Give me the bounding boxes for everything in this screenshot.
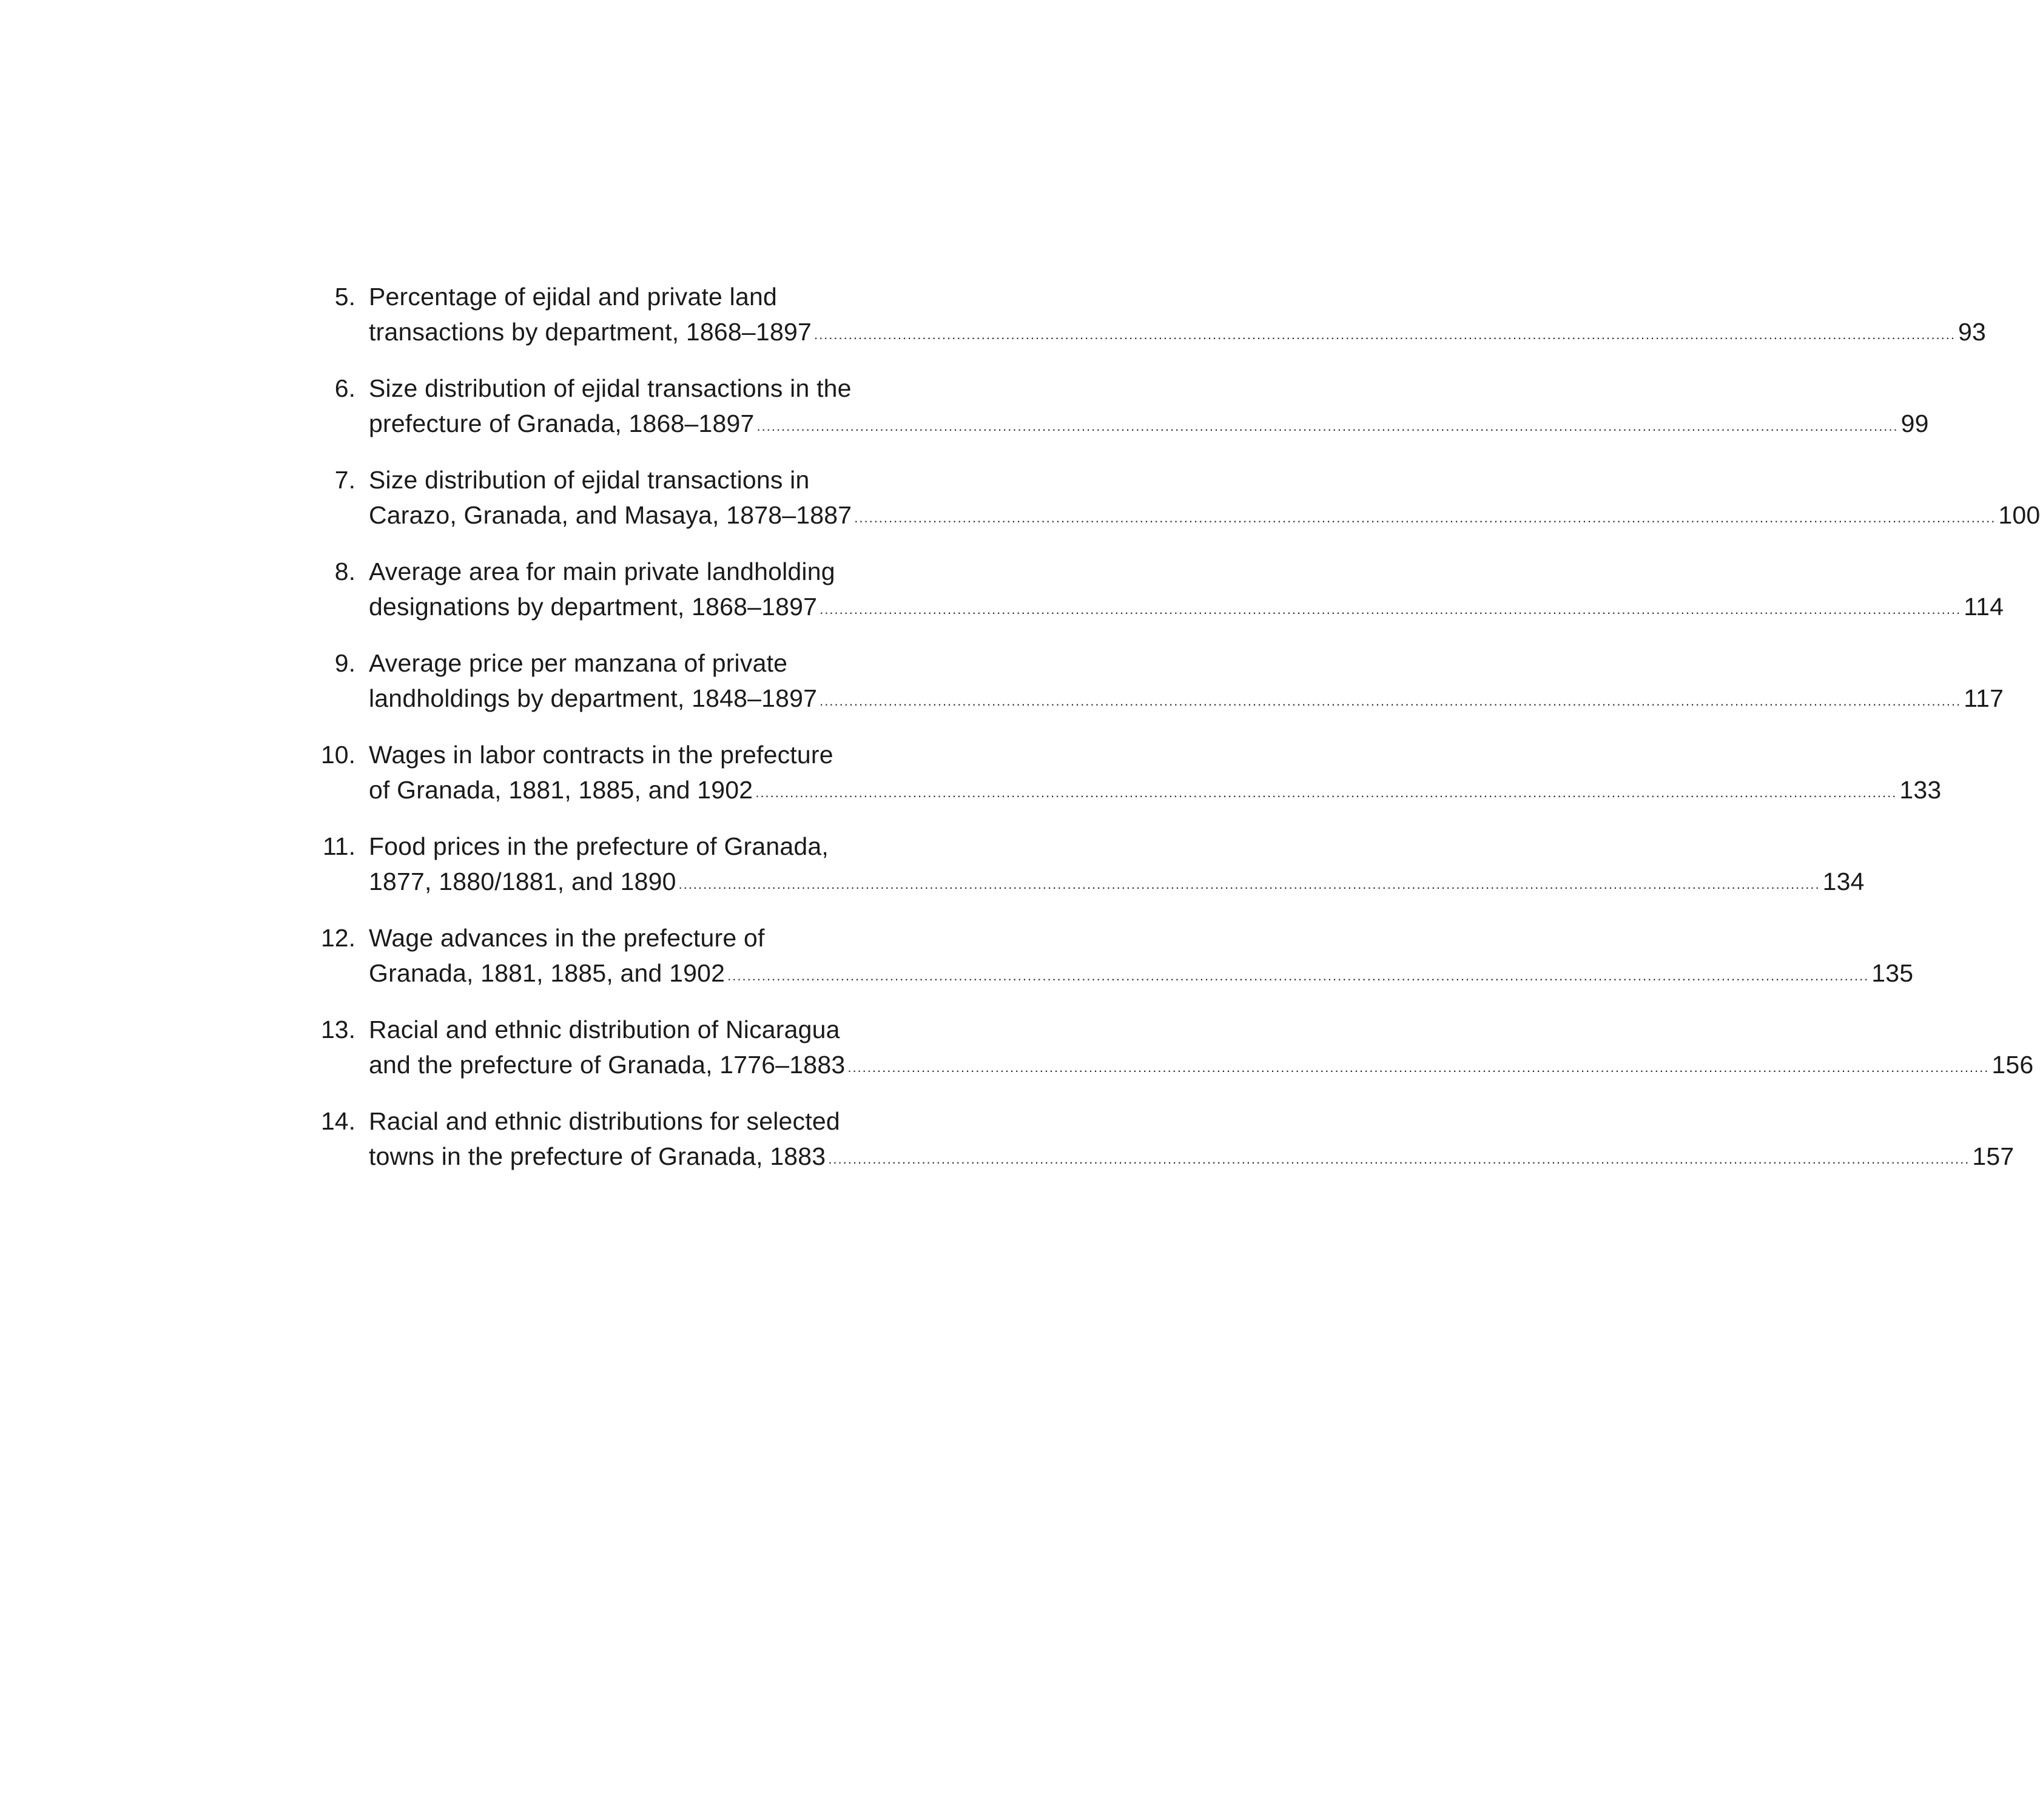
entry-page-number: 157 bbox=[1972, 1142, 2015, 1170]
dot-leader bbox=[814, 317, 1956, 352]
toc-entry bbox=[297, 1012, 2034, 1087]
entry-title-line1: Racial and ethnic distributions for selected bbox=[369, 1107, 840, 1135]
dot-leader bbox=[679, 867, 1820, 902]
entry-number: 13. bbox=[321, 1016, 355, 1043]
dot-leader bbox=[757, 409, 1899, 444]
dot-leader bbox=[847, 1050, 1989, 1085]
entry-body bbox=[355, 462, 2040, 537]
entry-title-line2-text: landholdings by department, 1848–1897 bbox=[369, 684, 818, 712]
entry-title-line2 bbox=[369, 406, 1929, 445]
entry-title-line2 bbox=[369, 1139, 2014, 1178]
toc-entry bbox=[297, 554, 2004, 629]
entry-title-line2-text: prefecture of Granada, 1868–1897 bbox=[369, 410, 755, 437]
entry-page-number: 133 bbox=[1899, 776, 1942, 804]
entry-title-line2-text: Carazo, Granada, and Masaya, 1878–1887 bbox=[369, 501, 852, 529]
entry-body bbox=[355, 920, 1913, 995]
entry-title-line2 bbox=[369, 589, 2004, 629]
toc-entry bbox=[297, 371, 1929, 445]
entry-number: 11. bbox=[323, 832, 355, 860]
dot-leader bbox=[727, 959, 1869, 994]
entry-number: 14. bbox=[321, 1107, 355, 1135]
entry-body bbox=[355, 371, 1929, 445]
entry-body bbox=[355, 645, 2004, 720]
entry-page-number: 93 bbox=[1958, 318, 1987, 346]
entry-number: 6. bbox=[334, 374, 355, 402]
entry-page-number: 135 bbox=[1871, 959, 1914, 987]
entry-title-line1: Food prices in the prefecture of Granada, bbox=[369, 832, 829, 860]
entry-page-number: 134 bbox=[1822, 868, 1865, 895]
entry-number: 12. bbox=[321, 924, 355, 952]
table-of-tables bbox=[297, 279, 2040, 1195]
toc-entry bbox=[297, 645, 2004, 720]
entry-page-number: 117 bbox=[1964, 684, 2004, 712]
entry-title-line2-text: Granada, 1881, 1885, and 1902 bbox=[369, 959, 725, 987]
dot-leader bbox=[755, 775, 1897, 811]
entry-title-line2 bbox=[369, 864, 1865, 903]
entry-title-line2-text: designations by department, 1868–1897 bbox=[369, 593, 818, 621]
entry-title-line1: Racial and ethnic distribution of Nicaragua bbox=[369, 1016, 840, 1043]
entry-page-number: 99 bbox=[1900, 410, 1929, 437]
entry-title-line2 bbox=[369, 497, 2040, 537]
entry-page-number: 100 bbox=[1998, 501, 2040, 529]
entry-number: 7. bbox=[334, 466, 355, 494]
entry-title-line1: Average price per manzana of private bbox=[369, 649, 788, 677]
entry-title-line1: Percentage of ejidal and private land bbox=[369, 283, 777, 311]
toc-entry bbox=[297, 462, 2040, 537]
entry-title-line1: Wages in labor contracts in the prefecture bbox=[369, 741, 833, 769]
entry-number: 10. bbox=[321, 741, 355, 769]
dot-leader bbox=[828, 1142, 1970, 1177]
entry-title-line2 bbox=[369, 1047, 2033, 1087]
entry-title-line2-text: towns in the prefecture of Granada, 1883 bbox=[369, 1142, 826, 1170]
entry-title-line1: Average area for main private landholding bbox=[369, 558, 835, 585]
entry-title-line2 bbox=[369, 956, 1913, 995]
entry-body bbox=[355, 279, 1986, 354]
toc-entry bbox=[297, 1104, 2015, 1178]
entry-number: 9. bbox=[334, 649, 355, 677]
entry-page-number: 156 bbox=[1991, 1051, 2034, 1079]
toc-entry bbox=[297, 920, 1914, 995]
entry-number: 8. bbox=[334, 558, 355, 585]
entry-title-line1: Wage advances in the prefecture of bbox=[369, 924, 765, 952]
entry-body bbox=[355, 1104, 2014, 1178]
dot-leader bbox=[820, 684, 1961, 719]
entry-title-line2 bbox=[369, 314, 1986, 354]
entry-title-line2-text: 1877, 1880/1881, and 1890 bbox=[369, 868, 676, 895]
entry-number: 5. bbox=[334, 283, 355, 311]
entry-body bbox=[355, 554, 2004, 629]
entry-body bbox=[355, 829, 1865, 903]
toc-entry bbox=[297, 829, 1865, 903]
entry-page-number: 114 bbox=[1964, 593, 2004, 621]
entry-title-line2 bbox=[369, 772, 1941, 812]
entry-title-line1: Size distribution of ejidal transactions in bbox=[369, 466, 810, 494]
entry-title-line2-text: and the prefecture of Granada, 1776–1883 bbox=[369, 1051, 846, 1079]
toc-entry bbox=[297, 279, 1987, 354]
dot-leader bbox=[820, 592, 1961, 627]
dot-leader bbox=[854, 500, 1996, 536]
entry-body bbox=[355, 1012, 2033, 1087]
toc-entry bbox=[297, 737, 1942, 812]
entry-title-line1: Size distribution of ejidal transactions in the bbox=[369, 374, 852, 402]
entry-body bbox=[355, 737, 1941, 812]
entry-title-line2-text: transactions by department, 1868–1897 bbox=[369, 318, 812, 346]
entry-title-line2 bbox=[369, 681, 2004, 720]
entry-title-line2-text: of Granada, 1881, 1885, and 1902 bbox=[369, 776, 753, 804]
